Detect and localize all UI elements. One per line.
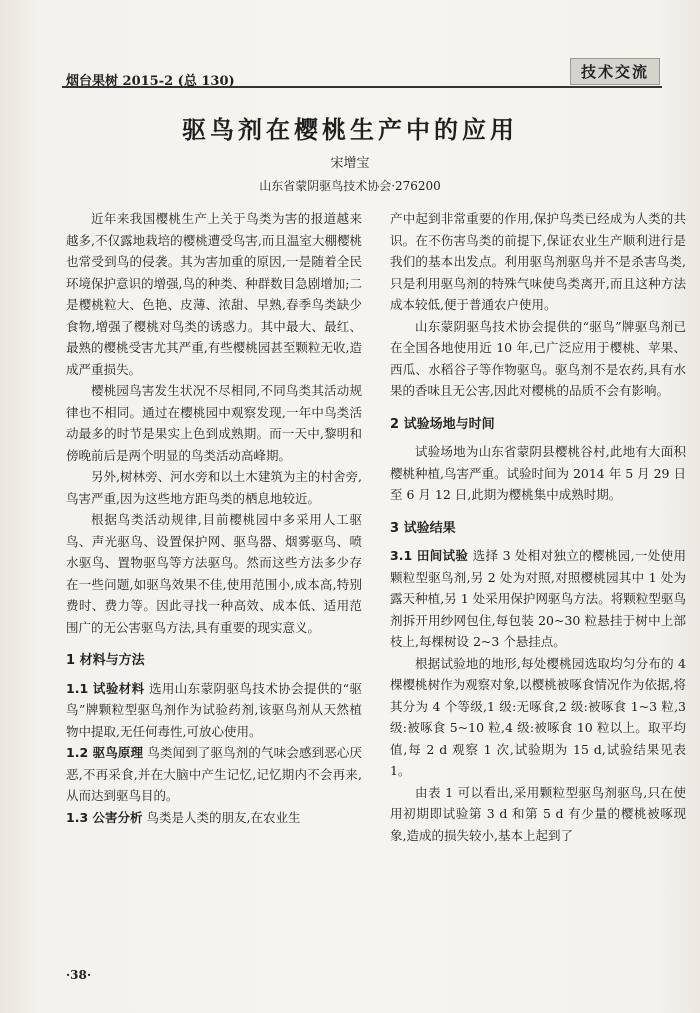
affiliation: 山东省蒙阴驱鸟技术协会·276200 [259,179,441,193]
paragraph: 根据试验地的地形,每处樱桃园选取均匀分布的 4 棵樱桃树作为观察对象,以樱桃被啄食情况作为依据,将其分为 4 个等级,1 级:无啄食,2 级:被啄食 1~3 粒,3 级:被啄食 5~10 粒,4 级:被啄食 10 粒以上。取平均值,每 2 d 观察 1 次,试验期为 15 d,试验结果见表 1。 [390,655,686,778]
article-title: 驱鸟剂在樱桃生产中的应用 [182,115,518,144]
subsection-heading: 1.1 试验材料 [66,680,145,696]
subsection [66,742,362,807]
subsection [390,545,686,653]
paragraph: 另外,树林旁、河水旁和以土木建筑为主的村舍旁,鸟害严重,因为这些地方距鸟类的栖息地较近。 [66,469,362,506]
subsection-text: 鸟类闻到了驱鸟剂的气味会感到恶心厌恶,不再采食,并在大脑中产生记忆,记忆期内不会再来,从而达到驱鸟目的。 [66,745,362,803]
journal-header: 烟台果树 2015-2 (总 130) [66,74,235,89]
page-number: ·38· [66,968,92,982]
column-label: 技术交流 [570,58,660,85]
paragraph: 试验场地为山东省蒙阴县樱桃谷村,此地有大面积樱桃种植,鸟害严重。试验时间为 2014 年 5 月 29 日至 6 月 12 日,此期为樱桃集中成熟时期。 [390,444,686,502]
subsection-heading: 3.1 田间试验 [390,548,469,563]
subsection-heading: 1.2 驱鸟原理 [66,745,144,760]
subsection-text: 选用山东蒙阴驱鸟技术协会提供的“驱鸟”牌颗粒型驱鸟剂作为试验药剂,该驱鸟剂从天然植物中提取,无任何毒性,可放心使用。 [66,680,362,739]
subsection-text: 鸟类是人类的朋友,在农业生 [146,809,301,825]
header-rule [62,86,662,88]
paragraph: 山东蒙阴驱鸟技术协会提供的“驱鸟”牌驱鸟剂已在全国各地使用近 10 年,已广泛应用于樱桃、苹果、西瓜、水稻谷子等作物驱鸟。驱鸟剂不是农药,具有水果的香味且无公害,因此对樱桃的品质不会有影响。 [390,318,686,398]
section-heading: 1 材料与方法 [66,653,145,668]
left-column [66,208,362,828]
paragraph: 樱桃园鸟害发生状况不尽相同,不同鸟类其活动规律也不相同。通过在樱桃园中观察发现,一年中鸟类活动最多的时节是果实上色到成熟期。而一天中,黎明和傍晚前后是两个明显的鸟类活动高峰期。 [66,383,362,463]
paragraph: 产中起到非常重要的作用,保护鸟类已经成为人类的共识。在不伤害鸟类的前提下,保证农业生产顺利进行是我们的基本出发点。利用驱鸟剂驱鸟并不是杀害鸟类,只是利用驱鸟剂的特殊气味使鸟类离开,而且这种方法成本较低,便于普通农户使用。 [390,211,686,312]
subsection [66,678,362,743]
section-heading: 2 试验场地与时间 [390,416,495,432]
paragraph: 根据鸟类活动规律,目前樱桃园中多采用人工驱鸟、声光驱鸟、设置保护网、驱鸟器、烟雾驱鸟、喷水驱鸟、置物驱鸟等方法驱鸟。然而这些方法多少存在一些问题,如驱鸟效果不佳,使用范围小,成本高,特别费时、费力等。因此寻找一种高效、成本低、适用范围广的无公害驱鸟方法,具有重要的现实意义。 [66,512,362,635]
author: 宋增宝 [330,156,370,171]
subsection-heading: 1.3 公害分析 [66,809,143,825]
subsection-text: 选择 3 处相对独立的樱桃园,一处使用颗粒型驱鸟剂,另 2 处为对照,对照樱桃园其中 1 处为露天种植,另 1 处采用保护网驱鸟方法。将颗粒型驱鸟剂拆开用纱网包住,每包装 20~30 粒悬挂于树中上部枝上,每棵树设 2~3 个悬挂点。 [390,548,686,649]
right-column [390,208,686,846]
paragraph: 近年来我国樱桃生产上关于鸟类为害的报道越来越多,不仅露地栽培的樱桃遭受鸟害,而且温室大棚樱桃也常受到鸟的侵袭。其为害加重的原因,一是随着全民环境保护意识的增强,鸟的种类、种群数目急剧增加;二是樱桃粒大、色艳、皮薄、浓甜、早熟,春季鸟类缺少食物,增强了樱桃对鸟类的诱惑力。其中最大、最红、最熟的樱桃受害尤其严重,有些樱桃园甚至颗粒无收,造成严重损失。 [66,211,362,377]
section-heading: 3 试验结果 [390,520,456,536]
paragraph: 由表 1 可以看出,采用颗粒型驱鸟剂驱鸟,只在使用初期即试验第 3 d 和第 5 d 有少量的樱桃被啄现象,造成的损失较小,基本上起到了 [390,784,686,843]
subsection [66,807,362,829]
